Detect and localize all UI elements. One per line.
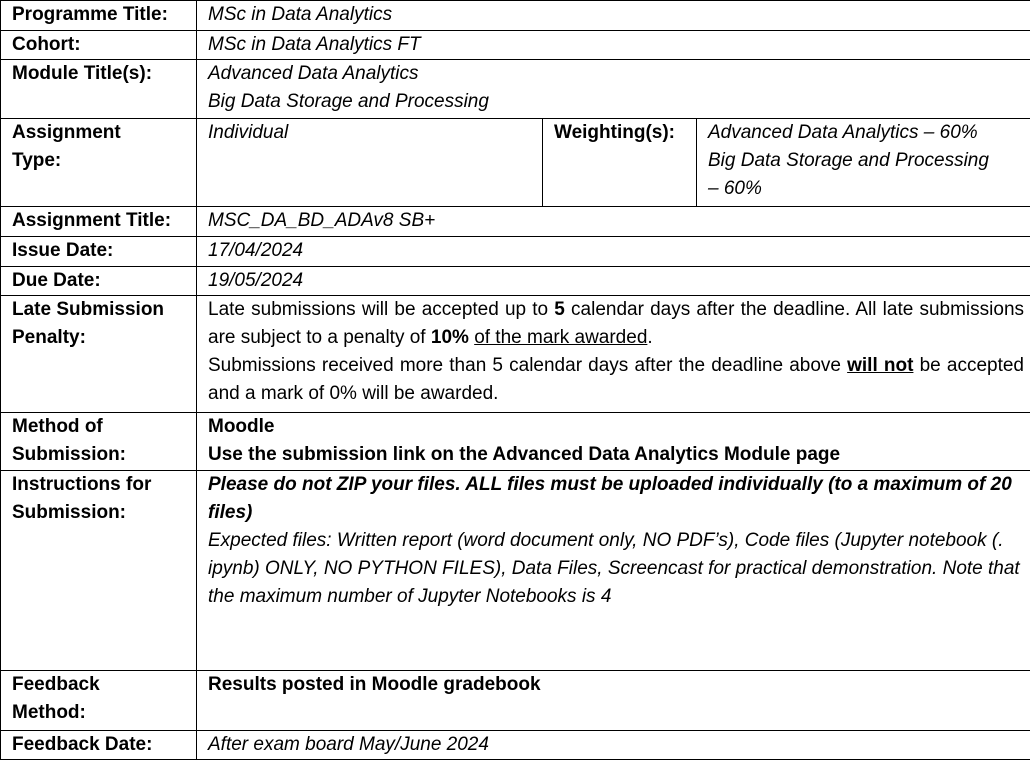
- module-title-label: Module Title(s):: [1, 60, 197, 119]
- assignment-type-label-line1: Assignment: [12, 119, 190, 147]
- instructions-label: [1, 471, 197, 671]
- method-line2: Use the submission link on the Advanced Data Analytics Module page: [208, 441, 1024, 469]
- assignment-type-label-line2: Type:: [12, 147, 190, 175]
- late-penalty-paragraph-2: Submissions received more than 5 calendar days after the deadline above will not be accepted and a mark of 0% will be awarded.: [208, 352, 1024, 408]
- instructions-label-line2: Submission:: [12, 499, 190, 527]
- instructions-expected-files: Expected files: Written report (word document only, NO PDF’s), Code files (Jupyter notebook (. ipynb) ONLY, NO PYTHON FILES), Data Files, Screencast for practical demonstration. Note that the maximum number of Jupyter Notebooks is 4: [208, 527, 1024, 611]
- programme-title-value: MSc in Data Analytics: [197, 1, 1030, 31]
- instructions-label-line1: Instructions for: [12, 471, 190, 499]
- weighting-line3: – 60%: [708, 175, 1024, 203]
- cohort-label: Cohort:: [1, 31, 197, 60]
- row-issue-date: [1, 237, 1030, 267]
- method-line1: Moodle: [208, 413, 1024, 441]
- weighting-line2: Big Data Storage and Processing: [708, 147, 1024, 175]
- row-cohort: [1, 31, 1030, 60]
- feedback-date-label: Feedback Date:: [1, 731, 197, 760]
- row-programme-title: [1, 1, 1030, 31]
- feedback-method-label-line1: Feedback: [12, 671, 190, 699]
- module-title-2: Big Data Storage and Processing: [208, 88, 1024, 116]
- weighting-value: [697, 119, 1030, 207]
- row-module-titles: [1, 60, 1030, 119]
- row-assignment-title: [1, 207, 1030, 237]
- row-late-submission-penalty: [1, 296, 1030, 413]
- late-penalty-label-line1: Late Submission: [12, 296, 190, 324]
- issue-date-value: 17/04/2024: [197, 237, 1030, 267]
- late-penalty-text: [197, 296, 1030, 413]
- assignment-title-value: MSC_DA_BD_ADAv8 SB+: [197, 207, 1030, 237]
- method-label-line1: Method of: [12, 413, 190, 441]
- feedback-date-value: After exam board May/June 2024: [197, 731, 1030, 760]
- late-penalty-paragraph-1: Late submissions will be accepted up to 5 calendar days after the deadline. All late submissions are subject to a penalty of 10% of the mark awarded.: [208, 296, 1024, 352]
- method-label-line2: Submission:: [12, 441, 190, 469]
- weighting-label: Weighting(s):: [543, 119, 697, 207]
- feedback-method-label-line2: Method:: [12, 699, 190, 727]
- instructions-value: [197, 471, 1030, 671]
- instructions-bold-text: Please do not ZIP your files. ALL files must be uploaded individually (to a maximum of 20 files): [208, 471, 1024, 527]
- due-date-label: Due Date:: [1, 267, 197, 296]
- module-title-values: [197, 60, 1030, 119]
- row-feedback-date: [1, 731, 1030, 760]
- row-instructions: [1, 471, 1030, 671]
- module-title-1: Advanced Data Analytics: [208, 60, 1024, 88]
- row-due-date: [1, 267, 1030, 296]
- assignment-title-label: Assignment Title:: [1, 207, 197, 237]
- method-label: [1, 413, 197, 471]
- late-penalty-label: [1, 296, 197, 413]
- due-date-value: 19/05/2024: [197, 267, 1030, 296]
- feedback-method-label: [1, 671, 197, 731]
- late-penalty-label-line2: Penalty:: [12, 324, 190, 352]
- cohort-value: MSc in Data Analytics FT: [197, 31, 1030, 60]
- assignment-type-label: [1, 119, 197, 207]
- row-assignment-type: [1, 119, 1030, 207]
- programme-title-label: Programme Title:: [1, 1, 197, 31]
- method-value: [197, 413, 1030, 471]
- row-method-of-submission: [1, 413, 1030, 471]
- feedback-method-value: Results posted in Moodle gradebook: [197, 671, 1030, 731]
- row-feedback-method: [1, 671, 1030, 731]
- weighting-line1: Advanced Data Analytics – 60%: [708, 119, 1024, 147]
- issue-date-label: Issue Date:: [1, 237, 197, 267]
- assignment-type-value: Individual: [197, 119, 543, 207]
